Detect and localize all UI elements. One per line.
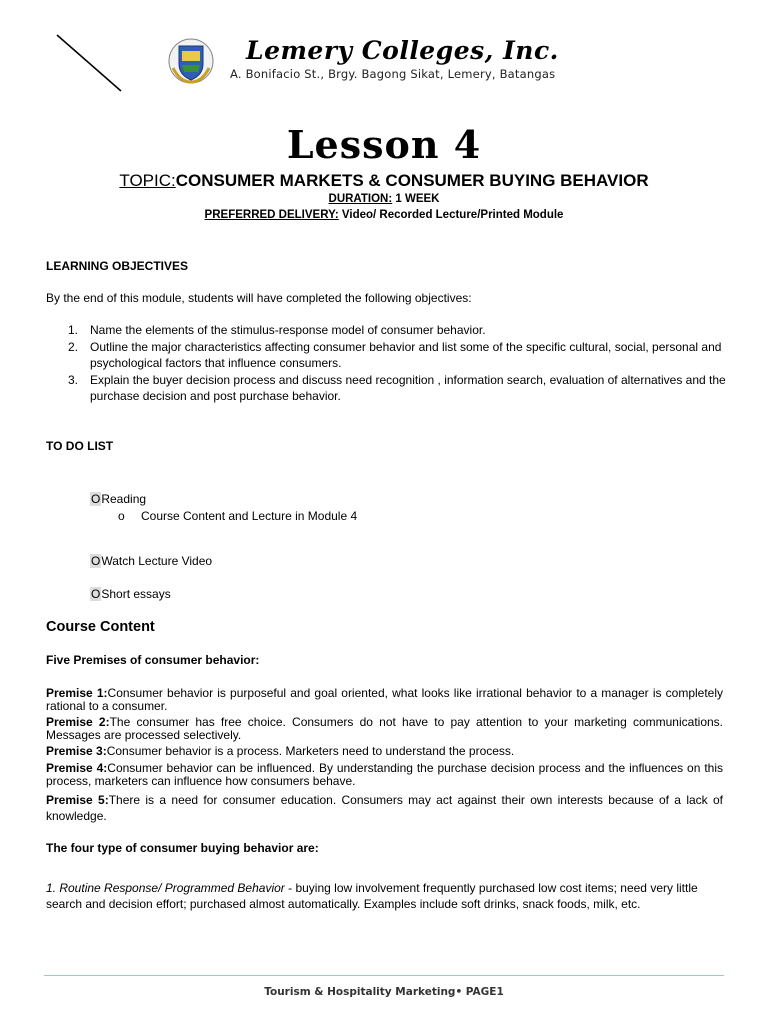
- objective-number: 3.: [68, 372, 79, 387]
- premise-label: Premise 4:: [46, 761, 108, 775]
- objective-text: Explain the buyer decision process and discuss need recognition , information search, evaluation of alternatives and the purchase decision and post purchase behavior.: [90, 372, 726, 403]
- buying-behavior-type-1: [46, 881, 726, 912]
- duration-value: 1 WEEK: [392, 193, 440, 205]
- topic-line: [0, 171, 768, 191]
- circle-marker-icon: O: [91, 554, 101, 568]
- todo-sublabel: Course Content and Lecture in Module 4: [141, 509, 358, 523]
- todo-item-video: [90, 554, 212, 568]
- objectives-intro: By the end of this module, students will have completed the following objectives:: [46, 291, 472, 305]
- college-seal-logo: [168, 38, 214, 84]
- premise-label: Premise 5:: [46, 793, 109, 807]
- todo-label: Reading: [101, 492, 147, 506]
- premise-text: There is a need for consumer education. Consumers may act against their own interests because of a lack of knowledge.: [46, 793, 723, 823]
- objective-text: Outline the major characteristics affecting consumer behavior and list some of the specific cultural, social, personal and psychological factors that influence consumers.: [90, 339, 722, 370]
- todo-heading: TO DO LIST: [46, 439, 114, 453]
- premise-label: Premise 1:: [46, 686, 108, 700]
- page-footer: Tourism & Hospitality Marketing• PAGE1: [264, 986, 504, 998]
- premise-item: [46, 793, 723, 824]
- objective-number: 2.: [68, 339, 79, 354]
- premise-item: [46, 687, 723, 712]
- delivery-line: [0, 209, 768, 221]
- premise-item: [46, 745, 723, 758]
- footer-divider: [44, 975, 724, 976]
- circle-marker-icon: O: [91, 492, 101, 506]
- objective-item: [46, 372, 736, 405]
- todo-item-reading: [90, 492, 146, 506]
- college-name: Lemery Colleges, Inc.: [246, 36, 559, 65]
- topic-value: CONSUMER MARKETS & CONSUMER BUYING BEHAVIOR: [175, 171, 649, 190]
- college-address: A. Bonifacio St., Brgy. Bagong Sikat, Lemery, Batangas: [230, 67, 556, 81]
- premise-label: Premise 3:: [46, 744, 107, 758]
- premise-text: Consumer behavior is a process. Marketers need to understand the process.: [106, 744, 515, 758]
- type-title: 1. Routine Response/ Programmed Behavior: [46, 881, 285, 895]
- delivery-label: PREFERRED DELIVERY:: [204, 209, 339, 221]
- todo-item-essays: [90, 587, 171, 601]
- objectives-list: [46, 322, 736, 405]
- objectives-heading: LEARNING OBJECTIVES: [46, 259, 189, 273]
- topic-label: TOPIC:: [119, 171, 176, 190]
- delivery-value: Video/ Recorded Lecture/Printed Module: [338, 209, 564, 221]
- types-heading: The four type of consumer buying behavior are:: [46, 841, 319, 855]
- premise-item: [46, 762, 723, 787]
- todo-label: Short essays: [101, 587, 171, 601]
- duration-line: [0, 193, 768, 205]
- premise-item: [46, 716, 723, 741]
- premise-text: The consumer has free choice. Consumers do not have to pay attention to your marketing communications. Messages are processed selectively.: [46, 715, 723, 742]
- todo-subitem: [118, 509, 357, 523]
- objective-item: [46, 339, 736, 372]
- premise-text: Consumer behavior can be influenced. By understanding the purchase decision process and the influences on this process, marketers can influence how consumers behave.: [46, 761, 723, 788]
- premise-text: Consumer behavior is purposeful and goal oriented, what looks like irrational behavior to a manager is completely rational to a consumer.: [46, 686, 724, 713]
- todo-label: Watch Lecture Video: [101, 554, 213, 568]
- type-text: - buying low involvement frequently purchased low cost items; need very little search and decision effort; purchased almost automatically. Examples include soft drinks, snack foods, milk, etc.: [46, 881, 698, 911]
- bullet-icon: o: [118, 509, 125, 523]
- circle-marker-icon: O: [91, 587, 101, 601]
- objective-item: [46, 322, 736, 339]
- premise-label: Premise 2:: [46, 715, 110, 729]
- duration-label: DURATION:: [328, 193, 393, 205]
- diagonal-line-mark: [55, 33, 145, 93]
- objective-number: 1.: [68, 323, 79, 337]
- course-content-title: Course Content: [46, 619, 155, 635]
- premises-heading: Five Premises of consumer behavior:: [46, 653, 260, 667]
- lesson-title: Lesson 4: [286, 122, 482, 167]
- objective-text: Name the elements of the stimulus-response model of consumer behavior.: [90, 323, 486, 337]
